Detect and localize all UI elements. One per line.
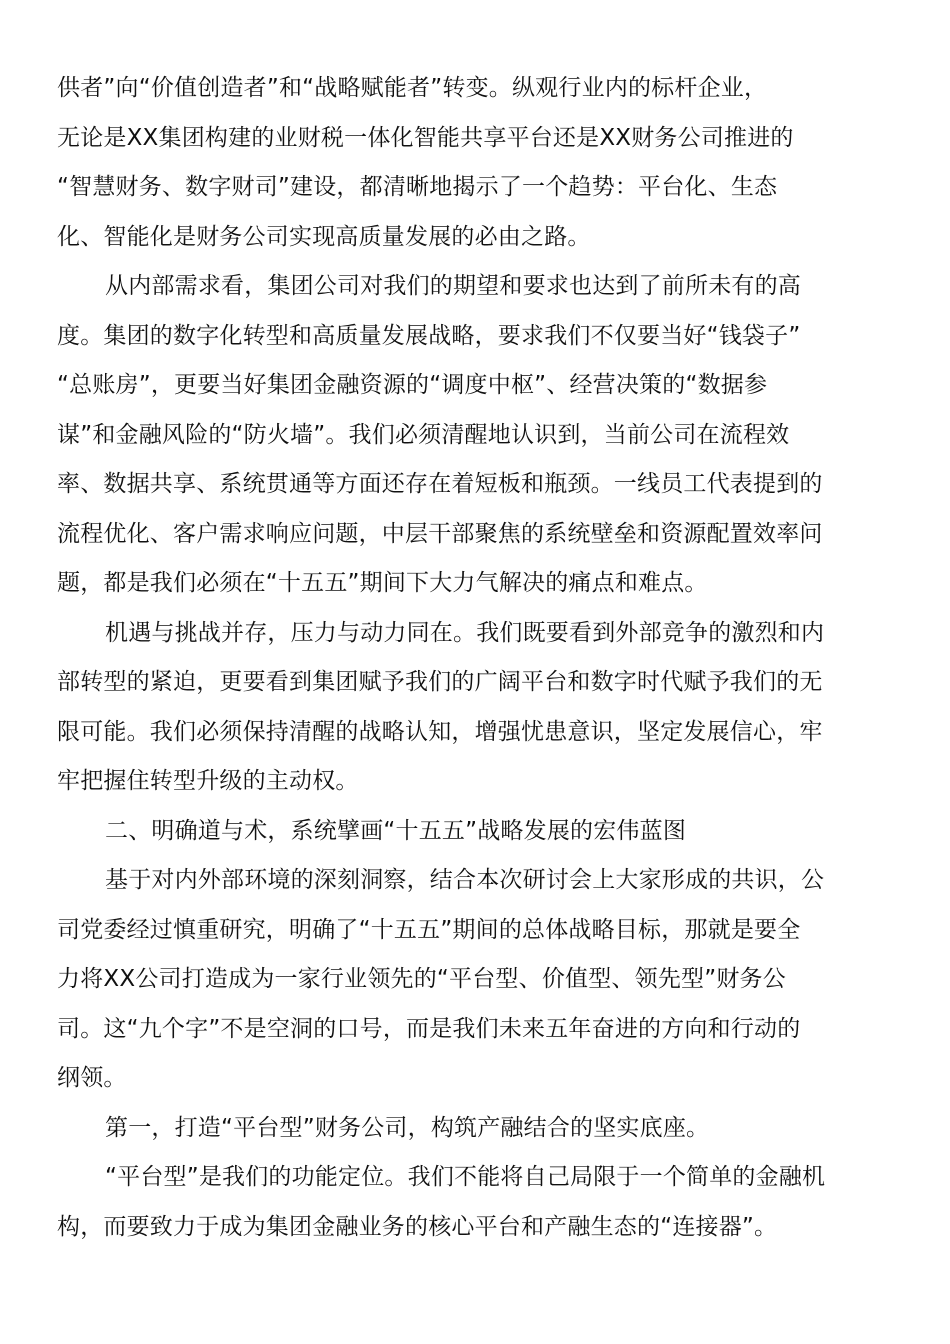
paragraph-2-line-1: 从内部需求看，集团公司对我们的期望和要求也达到了前所未有的高 [105,273,801,299]
paragraph-5-line-5: 纲领。 [57,1065,127,1091]
document-body [57,64,893,1252]
paragraph-2-line-3: “总账房”，更要当好集团金融资源的“调度中枢”、经营决策的“数据参 [57,372,768,398]
paragraph-2-line-4: 谋”和金融风险的“防火墙”。我们必须清醒地认识到，当前公司在流程效 [57,421,790,448]
paragraph-2-line-6: 流程优化、客户需求响应问题，中层干部聚焦的系统壁垒和资源配置效率问 [57,520,823,547]
paragraph-3-line-2: 部转型的紧迫，更要看到集团赋予我们的广阔平台和数字时代赋予我们的无 [57,669,823,695]
paragraph-1-line-4: 化、智能化是财务公司实现高质量发展的必由之路。 [57,223,591,250]
paragraph-2-line-7: 题，都是我们必须在“十五五”期间下大力气解决的痛点和难点。 [57,570,708,596]
paragraph-1-line-3: “智慧财务、数字财司”建设，都清晰地揭示了一个趋势：平台化、生态 [57,174,778,200]
paragraph-1-line-2: 无论是XX集团构建的业财税一体化智能共享平台还是XX财务公司推进的 [57,124,794,151]
paragraph-7-line-2: 构，而要致力于成为集团金融业务的核心平台和产融生态的“连接器”。 [57,1213,778,1240]
section-heading: 二、明确道与术，系统擘画“十五五”战略发展的宏伟蓝图 [105,817,687,844]
paragraph-5-line-4: 司。这“九个字”不是空洞的口号，而是我们未来五年奋进的方向和行动的 [57,1015,801,1042]
paragraph-5-line-3: 力将XX公司打造成为一家行业领先的“平台型、价值型、领先型”财务公 [57,966,786,992]
paragraph-3-line-4: 牢把握住转型升级的主动权。 [57,768,359,794]
paragraph-5-line-2: 司党委经过慎重研究，明确了“十五五”期间的总体战略目标，那就是要全 [57,916,801,943]
paragraph-1-line-1: 供者”向“价值创造者”和“战略赋能者”转变。纵观行业内的标杆企业， [57,75,768,101]
paragraph-3-line-1: 机遇与挑战并存，压力与动力同在。我们既要看到外部竞争的激烈和内 [105,619,825,646]
paragraph-3-line-3: 限可能。我们必须保持清醒的战略认知，增强忧患意识，坚定发展信心，牢 [57,718,823,745]
paragraph-2-line-2: 度。集团的数字化转型和高质量发展战略，要求我们不仅要当好“钱袋子” [57,322,801,349]
paragraph-2-line-5: 率、数据共享、系统贯通等方面还存在着短板和瓶颈。一线员工代表提到的 [57,471,823,497]
subheading-first: 第一，打造“平台型”财务公司，构筑产融结合的坚实底座。 [105,1114,710,1141]
paragraph-7-line-1: “平台型”是我们的功能定位。我们不能将自己局限于一个简单的金融机 [105,1164,826,1190]
paragraph-5-line-1: 基于对内外部环境的深刻洞察，结合本次研讨会上大家形成的共识，公 [105,867,825,893]
